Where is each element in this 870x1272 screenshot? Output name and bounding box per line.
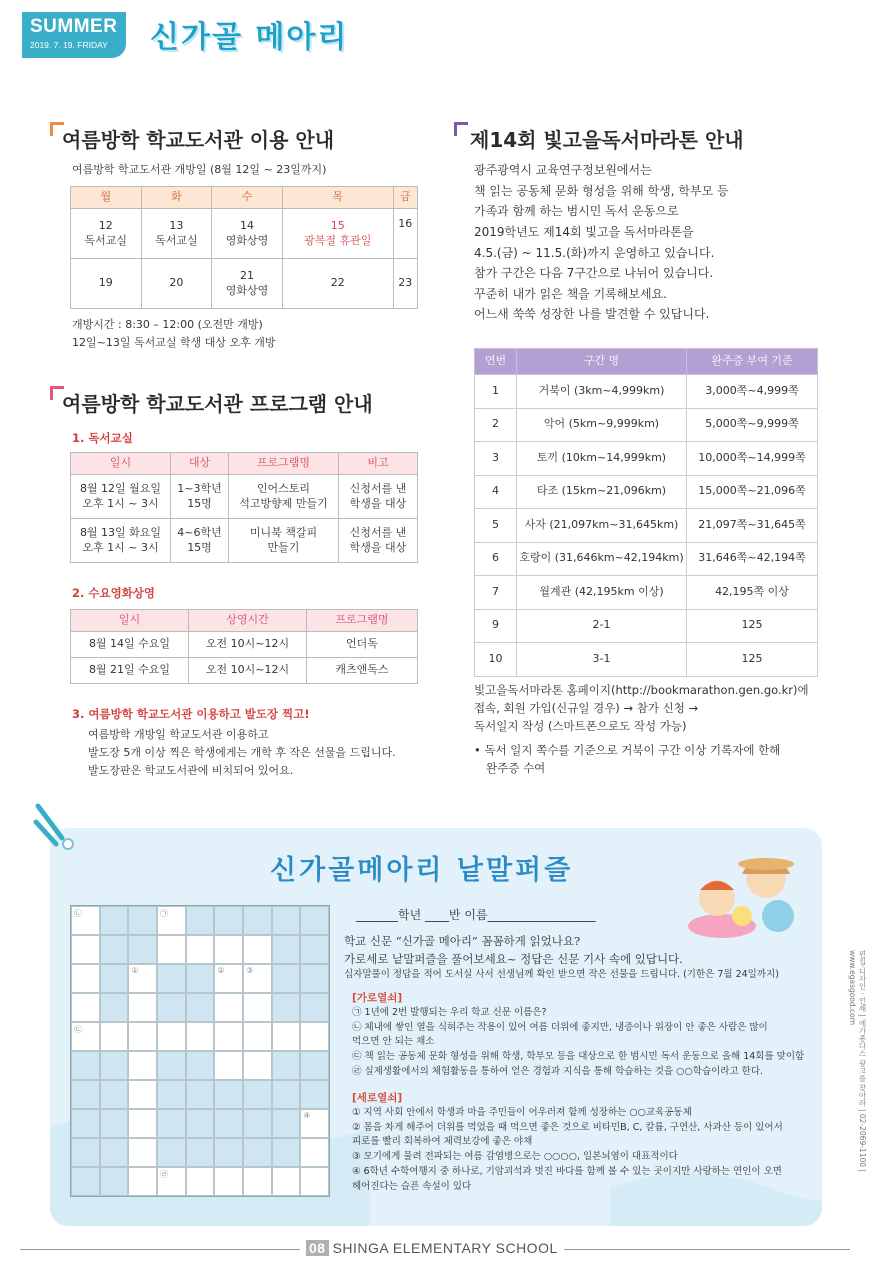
table-row: 8월 13일 화요일 오후 1시 ~ 3시 4~6학년 15명 미니북 책갈피 만들기 신청서를 낸 학생을 대상: [71, 519, 418, 563]
table-row: 3 토끼 (10km~14,999km) 10,000쪽~14,999쪽: [475, 442, 818, 476]
table-row: 5 사자 (21,097km~31,645km) 21,097쪽~31,645쪽: [475, 509, 818, 543]
marathon-homepage: 빛고을독서마라톤 홈페이지(http://bookmarathon.gen.go.kr)에 접속, 회원 가입(신규일 경우) → 참가 신청 → 독서일지 작성 (스마트폰으로도 작성 가능): [474, 683, 809, 733]
program-sub2: 2. 수요영화상영: [72, 586, 156, 600]
calendar-cell: 16: [393, 209, 417, 259]
puzzle-instruction: 십자말풀이 정답을 적어 도서실 사서 선생님께 확인 받으면 작은 선물을 드립니다. (기한은 7월 24일까지): [344, 969, 779, 980]
day-header: 화: [141, 187, 212, 209]
grid-cell[interactable]: [71, 935, 100, 964]
marathon-intro: 광주광역시 교육연구정보원에서는 책 읽는 공동체 문화 형성을 위해 학생, 학부모 등 가족과 함께 하는 범시민 독서 운동으로 2019학년도 제14회 빛고을 독서마라톤을 4.5.(금) ~ 11.5.(화)까지 운영하고 있습니다. 참가 구간은 다음 7구간으로 나뉘어 있습니다. 꾸준히 내가 읽은 책을 기록해보세요. 어느새 쑥쑥 성장한 나를 발견할 수 있답니다.: [474, 163, 729, 322]
season-label: SUMMER: [30, 16, 118, 37]
grid-cell[interactable]: ②: [214, 964, 243, 993]
grid-cell[interactable]: [243, 1051, 272, 1080]
kids-illustration-icon: [682, 836, 802, 946]
bracket-icon: [454, 122, 468, 136]
grid-cell[interactable]: [300, 1167, 329, 1196]
table-row: 6 호랑이 (31,646km~42,194km) 31,646쪽~42,194쪽: [475, 542, 818, 576]
library-heading: 여름방학 학교도서관 이용 안내: [62, 128, 335, 152]
grid-cell[interactable]: [300, 1022, 329, 1051]
grid-cell[interactable]: ㉢: [71, 1022, 100, 1051]
crossword-grid: [70, 905, 330, 1197]
name-line[interactable]: _______학년 ____반 이름__________________: [356, 908, 596, 922]
library-calendar: [70, 186, 418, 309]
calendar-cell: 20: [141, 259, 212, 309]
grid-cell[interactable]: [243, 1167, 272, 1196]
library-open-period: 여름방학 학교도서관 개방일 (8월 12일 ~ 23일까지): [72, 163, 327, 176]
grid-cell[interactable]: [186, 1167, 215, 1196]
calendar-cell: 21 영화상영: [212, 259, 283, 309]
across-clues: ㉠ 1년에 2번 발행되는 우리 학교 신문 이름은? ㉡ 체내에 쌓인 열을 식혀주는 작용이 있어 여름 더위에 좋지만, 냉증이나 위장이 안 좋은 사람은 많이 먹으면 안 되는 채소 ㉢ 책 읽는 공동체 문화 형성을 위해 학생, 학부모 등을 대상으로 한 범시민 독서 운동으로 올해 14회를 맞이함 ㉣ 실제생활에서의 체험활동을 통하여 얻은 경험과 지식을 통해 학습하는 것을 ○○학습이라고 한다.: [352, 1007, 805, 1077]
table-row: 10 3-1 125: [475, 643, 818, 677]
grid-cell[interactable]: ①: [128, 964, 157, 993]
footer: [300, 1240, 564, 1256]
grid-cell[interactable]: [214, 935, 243, 964]
puzzle-title: 신가골메아리 낱말퍼즐: [270, 855, 574, 886]
issue-date: 2019. 7. 19. FRIDAY: [30, 40, 108, 50]
grid-cell[interactable]: [243, 1022, 272, 1051]
grid-cell[interactable]: [128, 993, 157, 1022]
grid-cell[interactable]: [300, 1138, 329, 1167]
grid-cell[interactable]: [214, 1167, 243, 1196]
calendar-cell: 14 영화상영: [212, 209, 283, 259]
grid-cell[interactable]: [272, 1022, 301, 1051]
calendar-cell: 12 독서교실: [71, 209, 142, 259]
grid-cell[interactable]: [128, 1109, 157, 1138]
table-row: 2 악어 (5km~9,999km) 5,000쪽~9,999쪽: [475, 408, 818, 442]
across-heading: [가로열쇠]: [352, 992, 403, 1004]
grid-cell[interactable]: [186, 1022, 215, 1051]
side-credit: 편집·디자인 · 인쇄 | 에가좋다스 광고를 찾아라 | 02-2069-1100 | www.egasgood.com: [848, 950, 867, 1172]
movie-table: 일시 상영시간 프로그램명 8월 14일 수요일 오전 10시~12시 언더독 8월 21일 수요일 오전 10시~12시 캐츠앤독스: [70, 609, 418, 684]
puzzle-intro: 학교 신문 “신가골 메아리” 꼼꼼하게 읽었나요? 가로세로 낱말퍼즐을 풀어보세요~ 정답은 신문 기사 속에 있답니다.: [344, 934, 683, 967]
marathon-bullet: • 독서 일지 쪽수를 기준으로 거북이 구간 이상 기록자에 한해 완주증 수여: [474, 743, 781, 775]
calendar-cell-holiday: 15 광복절 휴관일: [282, 209, 393, 259]
grid-cell[interactable]: [128, 1138, 157, 1167]
grid-cell[interactable]: ㉡: [71, 906, 100, 935]
grid-cell[interactable]: [157, 935, 186, 964]
table-row: 8월 12일 월요일 오후 1시 ~ 3시 1~3학년 15명 인어스토리 석고방향제 만들기 신청서를 낸 학생을 대상: [71, 475, 418, 519]
calendar-cell: 13 독서교실: [141, 209, 212, 259]
grid-cell[interactable]: [100, 1022, 129, 1051]
stamp-info: 여름방학 개방일 학교도서관 이용하고 발도장 5개 이상 찍은 학생에게는 개학 후 작은 선물을 드립니다. 발도장판은 학교도서관에 비치되어 있어요.: [88, 728, 396, 778]
grid-cell[interactable]: [128, 1080, 157, 1109]
calendar-cell: 23: [393, 259, 417, 309]
reading-class-table: 일시 대상 프로그램명 비고 8월 12일 월요일 오후 1시 ~ 3시 1~3학년 15명 인어스토리 석고방향제 만들기 신청서를 낸 학생을 대상 8월 13일 화요일 오후 1시 ~ 3시 4~6학년 15명 미니북 책갈피 만들기 신청서를 낸 학생을 대상: [70, 452, 418, 563]
day-header: 수: [212, 187, 283, 209]
grid-cell[interactable]: ㉣: [157, 1167, 186, 1196]
day-header: 목: [282, 187, 393, 209]
marathon-heading: 제14회 빛고을독서마라톤 안내: [470, 128, 744, 152]
grid-cell[interactable]: [214, 993, 243, 1022]
program-heading: 여름방학 학교도서관 프로그램 안내: [62, 392, 373, 416]
table-row: 4 타조 (15km~21,096km) 15,000쪽~21,096쪽: [475, 475, 818, 509]
calendar-cell: 19: [71, 259, 142, 309]
newsletter-title: 신가골 메아리: [150, 20, 349, 55]
table-row: 1 거북이 (3km~4,999km) 3,000쪽~4,999쪽: [475, 375, 818, 409]
school-name: SHINGA ELEMENTARY SCHOOL: [332, 1240, 558, 1256]
grid-cell[interactable]: [71, 964, 100, 993]
day-header: 월: [71, 187, 142, 209]
grid-cell[interactable]: [128, 1022, 157, 1051]
grid-cell[interactable]: [186, 935, 215, 964]
grid-cell[interactable]: [71, 993, 100, 1022]
program-sub3: 3. 여름방학 학교도서관 이용하고 발도장 찍고!: [72, 707, 310, 721]
pin-icon: [32, 800, 78, 850]
grid-cell[interactable]: [214, 1022, 243, 1051]
season-badge: [22, 12, 126, 58]
grid-cell[interactable]: [157, 1022, 186, 1051]
down-clues: ① 지역 사회 안에서 학생과 마을 주민들이 어우러져 함께 성장하는 ○○교육공동체 ② 몸을 차게 해주어 더위를 먹었을 때 먹으면 좋은 것으로 비타민B, C, 칼륨, 구연산, 사과산 등이 있어서 피로를 빨리 회복하여 체력보강에 좋은 야채 ③ 모기에게 물려 전파되는 여름 감염병으로는 ○○○○, 일본뇌염이 대표적이다 ④ 6학년 수학여행지 중 하나로, 기암괴석과 멋진 바다를 함께 볼 수 있는 곳이지만 사랑하는 연인이 오면 헤어진다는 슬픈 속설이 있다: [352, 1107, 783, 1192]
table-row: 8월 21일 수요일 오전 10시~12시 캐츠앤독스: [71, 658, 418, 684]
table-row: 9 2-1 125: [475, 609, 818, 643]
grid-cell[interactable]: [128, 1051, 157, 1080]
program-sub1: 1. 독서교실: [72, 431, 133, 445]
grid-cell[interactable]: ㉠: [157, 906, 186, 935]
calendar-cell: 22: [282, 259, 393, 309]
grid-cell[interactable]: ③: [243, 964, 272, 993]
library-hours: 개방시간 : 8:30 – 12:00 (오전만 개방) 12일~13일 독서교실 학생 대상 오후 개방: [72, 318, 276, 349]
table-row: 8월 14일 수요일 오전 10시~12시 언더독: [71, 632, 418, 658]
day-header: 금: [393, 187, 417, 209]
grid-cell[interactable]: [243, 993, 272, 1022]
grid-cell[interactable]: [243, 935, 272, 964]
page-number: 08: [306, 1240, 329, 1256]
grid-cell[interactable]: [128, 1167, 157, 1196]
down-heading: [세로열쇠]: [352, 1092, 403, 1104]
grid-cell[interactable]: ④: [300, 1109, 329, 1138]
table-row: 7 월계관 (42,195km 이상) 42,195쪽 이상: [475, 576, 818, 610]
grid-cell[interactable]: [272, 1167, 301, 1196]
grid-cell[interactable]: [214, 1051, 243, 1080]
marathon-table: 연번 구간 명 완주증 부여 기준 1 거북이 (3km~4,999km) 3,000쪽~4,999쪽 2 악어 (5km~9,999km) 5,000쪽~9,999쪽 3 토끼 (10km~14,999km) 10,000쪽~14,999쪽 4 타조 (15km~21,096km) 15,000쪽~21,096쪽 5 사자 (21,097km~31,645km) 21,097쪽~31,645쪽 6 호랑이 (31,646km~42,194km) 31,646쪽~42,194쪽 7 월계관 (42,195km 이상) 42,195쪽 이상 9 2-1 125 10 3-1 125: [474, 348, 818, 677]
